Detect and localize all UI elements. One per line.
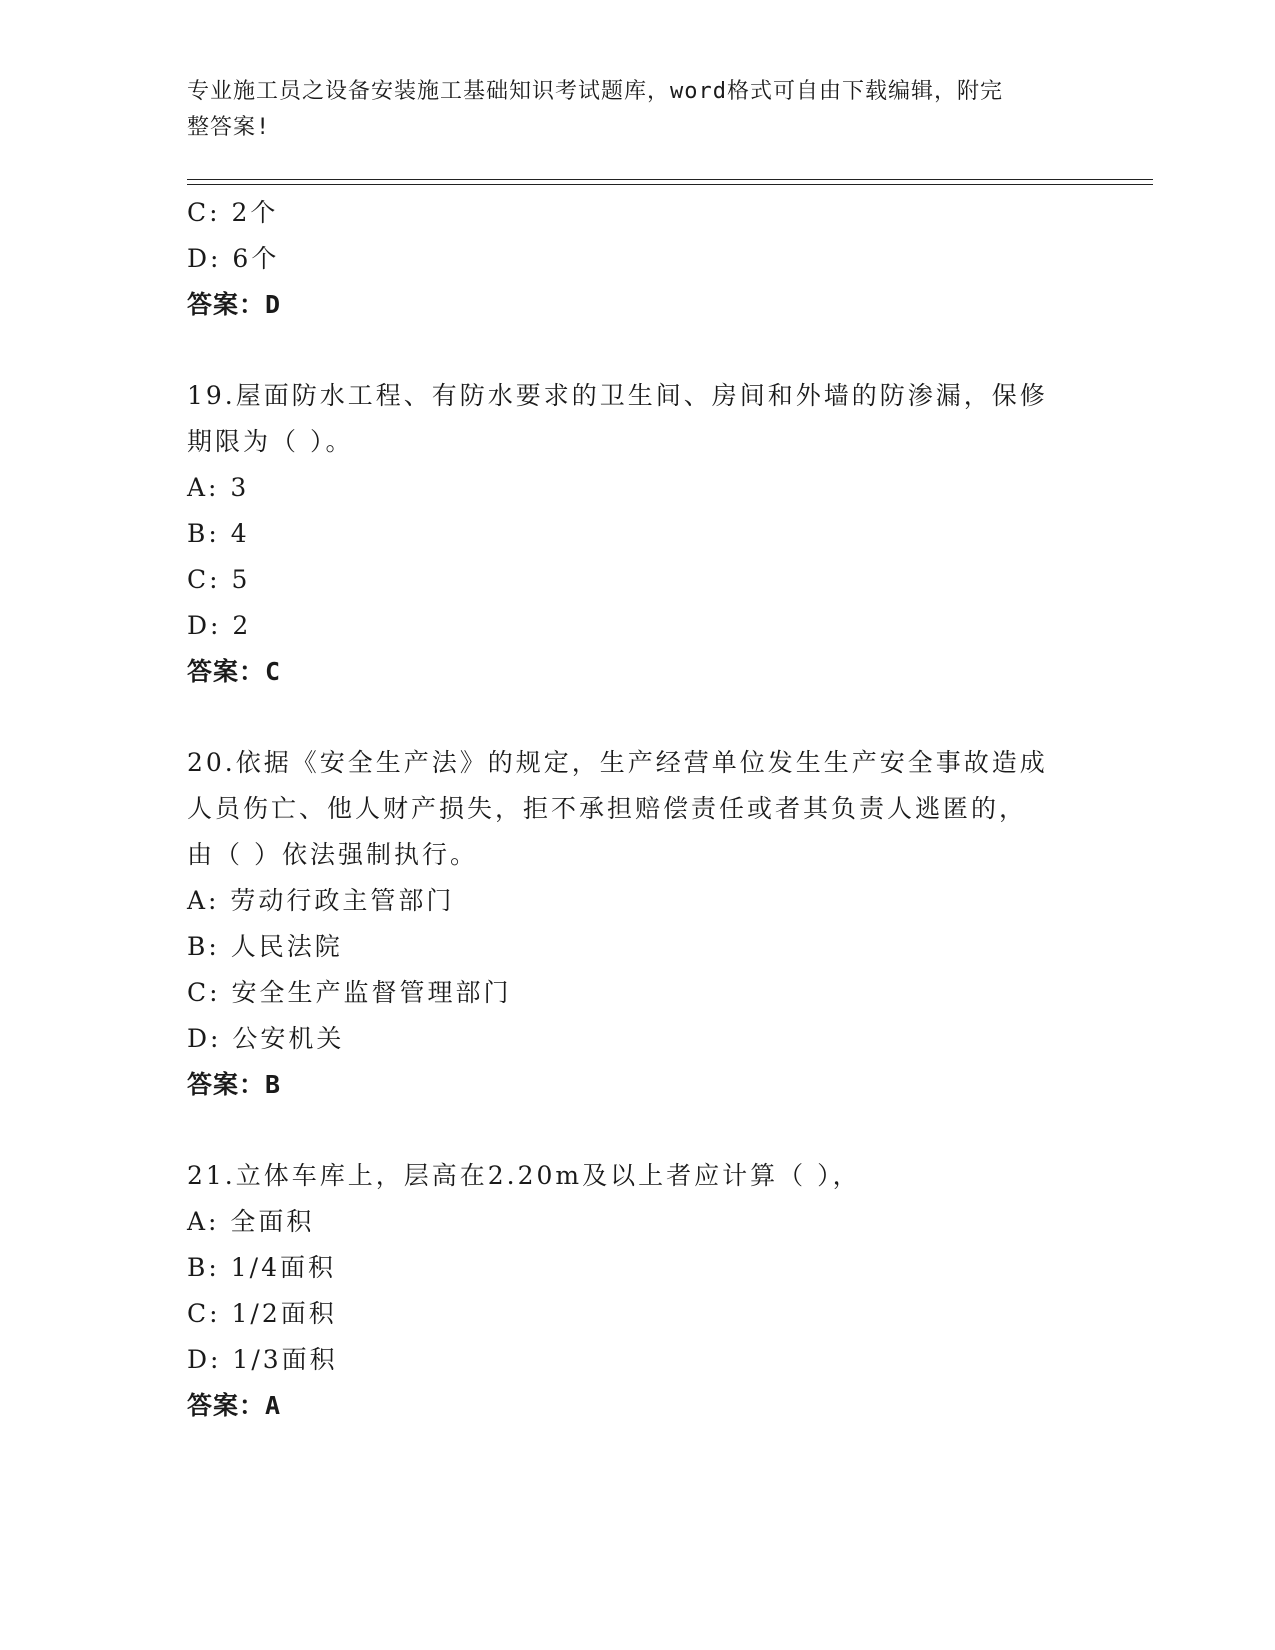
spacer xyxy=(187,328,1067,373)
header-line-1: 专业施工员之设备安装施工基础知识考试题库，word格式可自由下载编辑，附完 xyxy=(187,79,1003,104)
answer-line: 答案：B xyxy=(187,1070,282,1099)
option-d: D: 2 xyxy=(187,611,252,640)
option-d: D: 1/3面积 xyxy=(187,1345,338,1374)
option-d: D: 6个 xyxy=(187,244,280,273)
question-stem: 20.依据《安全生产法》的规定，生产经营单位发生生产安全事故造成 xyxy=(187,748,1048,777)
question-stem: 人员伤亡、他人财产损失，拒不承担赔偿责任或者其负责人逃匿的， xyxy=(187,794,1028,823)
document-header xyxy=(187,74,1067,146)
question-stem: 由（ ）依法强制执行。 xyxy=(187,840,478,869)
question-19 xyxy=(187,373,1067,695)
answer-line: 答案：C xyxy=(187,657,282,686)
question-stem: 21.立体车库上，层高在2.20m及以上者应计算（ ）， xyxy=(187,1161,861,1190)
header-line-2: 整答案! xyxy=(187,115,271,140)
question-21 xyxy=(187,1153,1067,1429)
option-b: B: 4 xyxy=(187,519,250,548)
option-c: C: 2个 xyxy=(187,198,279,227)
option-d: D: 公安机关 xyxy=(187,1024,345,1053)
option-c: C: 安全生产监督管理部门 xyxy=(187,978,512,1007)
option-b: B: 1/4面积 xyxy=(187,1253,336,1282)
answer-line: 答案：A xyxy=(187,1391,282,1420)
option-a: A: 全面积 xyxy=(187,1207,315,1236)
question-stem: 19.屋面防水工程、有防水要求的卫生间、房间和外墙的防渗漏，保修 xyxy=(187,381,1048,410)
question-list xyxy=(187,190,1067,1429)
option-c: C: 1/2面积 xyxy=(187,1299,337,1328)
option-c: C: 5 xyxy=(187,565,251,594)
spacer xyxy=(187,695,1067,740)
option-a: A: 3 xyxy=(187,473,250,502)
answer-line: 答案：D xyxy=(187,290,282,319)
question-20 xyxy=(187,740,1067,1108)
spacer xyxy=(187,1108,1067,1153)
option-a: A: 劳动行政主管部门 xyxy=(187,886,455,915)
question-stem: 期限为（ ）。 xyxy=(187,427,354,456)
option-b: B: 人民法院 xyxy=(187,932,343,961)
header-divider xyxy=(187,179,1153,185)
